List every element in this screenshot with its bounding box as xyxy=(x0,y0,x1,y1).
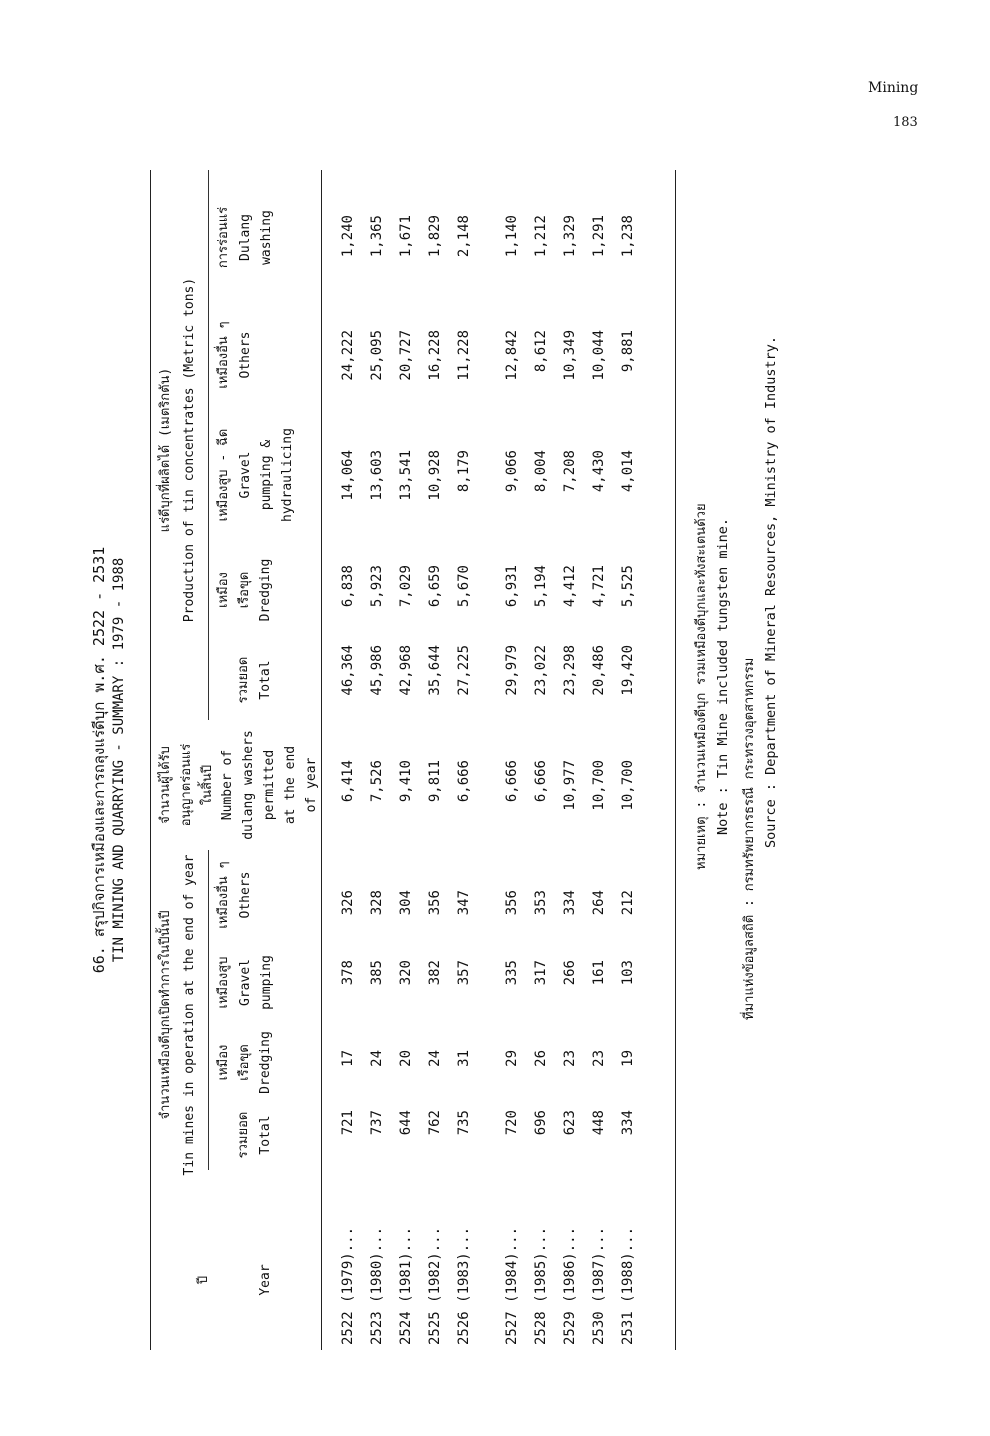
header-p-gravel-thai: เหมืองสูบ - ฉีด xyxy=(216,428,231,522)
cell-p-gravel: 7,208 xyxy=(562,450,578,493)
cell-p-others: 8,612 xyxy=(533,330,549,373)
cell-dulang: 1,291 xyxy=(591,215,607,258)
cell-others: 356 xyxy=(504,890,520,916)
header-bottom-rule xyxy=(321,170,322,1350)
header-p-total: Total xyxy=(258,660,273,700)
header-p-others-thai: เหมืองอื่น ๆ xyxy=(216,321,231,389)
cell-total: 644 xyxy=(398,1110,414,1136)
cell-p-total: 29,979 xyxy=(504,645,520,696)
cell-total: 737 xyxy=(369,1110,385,1136)
cell-others: 264 xyxy=(591,890,607,916)
header-dredging-thai: เหมือง เรือขุด xyxy=(216,1044,252,1081)
row-year: 2531 (1988)... xyxy=(620,1226,636,1345)
cell-p-total: 23,298 xyxy=(562,645,578,696)
header-p-gravel: Gravel pumping & hydraulicing xyxy=(238,428,295,522)
cell-washers: 6,414 xyxy=(340,760,356,803)
title-thai: 66. สรุปกิจการเหมืองและการถลุงแร่ดีบุก พ.ศ. 2522 - 2531 xyxy=(90,546,108,974)
cell-total: 735 xyxy=(456,1110,472,1136)
cell-others: 304 xyxy=(398,890,414,916)
cell-total: 762 xyxy=(427,1110,443,1136)
cell-p-dredging: 5,525 xyxy=(620,565,636,608)
cell-total: 623 xyxy=(562,1110,578,1136)
cell-dredging: 20 xyxy=(398,1050,414,1067)
cell-dulang: 1,829 xyxy=(427,215,443,258)
header-year: Year xyxy=(258,1264,273,1296)
cell-p-gravel: 4,430 xyxy=(591,450,607,493)
row-year: 2530 (1987)... xyxy=(591,1226,607,1345)
cell-p-others: 25,095 xyxy=(369,330,385,381)
cell-dredging: 23 xyxy=(591,1050,607,1067)
cell-total: 448 xyxy=(591,1110,607,1136)
cell-others: 326 xyxy=(340,890,356,916)
note-thai: หมายเหตุ : จำนวนเหมืองดีบุก รวมเหมืองดีบุกและทังสะเตนด้วย xyxy=(694,503,709,870)
cell-washers: 6,666 xyxy=(504,760,520,803)
production-rule xyxy=(208,170,209,720)
cell-dredging: 24 xyxy=(369,1050,385,1067)
cell-gravel: 317 xyxy=(533,960,549,986)
cell-gravel: 161 xyxy=(591,960,607,986)
header-p-others: Others xyxy=(238,331,253,379)
cell-gravel: 335 xyxy=(504,960,520,986)
cell-p-gravel: 8,179 xyxy=(456,450,472,493)
header-dulang: Dulang washing xyxy=(238,210,274,265)
cell-total: 721 xyxy=(340,1110,356,1136)
row-year: 2528 (1985)... xyxy=(533,1226,549,1345)
cell-p-dredging: 4,412 xyxy=(562,565,578,608)
cell-p-dredging: 6,931 xyxy=(504,565,520,608)
header-p-dredging-thai: เหมือง เรือขุด xyxy=(216,571,252,609)
cell-p-others: 20,727 xyxy=(398,330,414,381)
cell-dulang: 2,148 xyxy=(456,215,472,258)
cell-dredging: 26 xyxy=(533,1050,549,1067)
cell-p-dredging: 5,194 xyxy=(533,565,549,608)
cell-dredging: 31 xyxy=(456,1050,472,1067)
cell-p-others: 11,228 xyxy=(456,330,472,381)
row-year: 2522 (1979)... xyxy=(340,1226,356,1345)
cell-others: 353 xyxy=(533,890,549,916)
row-year: 2523 (1980)... xyxy=(369,1226,385,1345)
cell-gravel: 385 xyxy=(369,960,385,986)
cell-p-gravel: 10,928 xyxy=(427,450,443,501)
cell-others: 328 xyxy=(369,890,385,916)
tin-mines-rule xyxy=(208,850,209,1170)
section-label: Mining xyxy=(868,80,919,96)
row-year: 2527 (1984)... xyxy=(504,1226,520,1345)
header-others: Others xyxy=(238,871,253,919)
header-total-thai: รวมยอด xyxy=(236,1111,251,1159)
header-total: Total xyxy=(258,1115,273,1155)
cell-p-total: 46,364 xyxy=(340,645,356,696)
note-english: Note : Tin Mine included tungsten mine. xyxy=(715,518,731,835)
cell-p-total: 27,225 xyxy=(456,645,472,696)
cell-dredging: 17 xyxy=(340,1050,356,1067)
cell-dulang: 1,140 xyxy=(504,215,520,258)
cell-p-dredging: 4,721 xyxy=(591,565,607,608)
cell-gravel: 378 xyxy=(340,960,356,986)
header-dulang-thai: การร่อนแร่ xyxy=(216,206,231,269)
header-production: Production of tin concentrates (Metric tons) xyxy=(182,277,197,623)
cell-p-others: 9,881 xyxy=(620,330,636,373)
cell-p-dredging: 7,029 xyxy=(398,565,414,608)
row-year: 2529 (1986)... xyxy=(562,1226,578,1345)
cell-gravel: 382 xyxy=(427,960,443,986)
cell-dulang: 1,329 xyxy=(562,215,578,258)
cell-dulang: 1,240 xyxy=(340,215,356,258)
cell-p-gravel: 13,541 xyxy=(398,450,414,501)
table-bottom-rule xyxy=(675,170,676,1350)
cell-washers: 10,700 xyxy=(620,760,636,811)
header-dredging: Dredging xyxy=(258,1031,273,1094)
cell-washers: 9,410 xyxy=(398,760,414,803)
source-thai: ที่มาแห่งข้อมูลสถิติ : กรมทรัพยากรธรณี กระทรวงอุตสาหกรรม xyxy=(742,657,757,1020)
cell-others: 356 xyxy=(427,890,443,916)
cell-others: 347 xyxy=(456,890,472,916)
cell-p-gravel: 13,603 xyxy=(369,450,385,501)
cell-gravel: 266 xyxy=(562,960,578,986)
cell-washers: 10,977 xyxy=(562,760,578,811)
cell-p-total: 19,420 xyxy=(620,645,636,696)
header-others-thai: เหมืองอื่น ๆ xyxy=(216,861,231,929)
header-tin-mines-thai: จำนวนเหมืองดีบุกเปิดทำการในปีนั้นปี xyxy=(158,910,173,1120)
cell-washers: 7,526 xyxy=(369,760,385,803)
header-p-dredging: Dredging xyxy=(258,558,273,622)
cell-others: 334 xyxy=(562,890,578,916)
cell-p-gravel: 8,004 xyxy=(533,450,549,493)
cell-dulang: 1,671 xyxy=(398,215,414,258)
cell-p-others: 10,044 xyxy=(591,330,607,381)
header-washers-thai: จำนวนผู้ได้รับ อนุญาตร่อนแร่ ในสิ้นปี xyxy=(158,743,215,827)
cell-p-dredging: 6,838 xyxy=(340,565,356,608)
cell-dulang: 1,365 xyxy=(369,215,385,258)
cell-p-others: 10,349 xyxy=(562,330,578,381)
cell-p-dredging: 6,659 xyxy=(427,565,443,608)
cell-gravel: 320 xyxy=(398,960,414,986)
table-top-rule xyxy=(150,170,151,1350)
header-p-total-thai: รวมยอด xyxy=(236,656,251,704)
cell-dredging: 29 xyxy=(504,1050,520,1067)
cell-p-total: 20,486 xyxy=(591,645,607,696)
header-gravel: Gravel pumping xyxy=(238,955,274,1010)
cell-total: 696 xyxy=(533,1110,549,1136)
cell-washers: 10,700 xyxy=(591,760,607,811)
cell-washers: 6,666 xyxy=(456,760,472,803)
cell-dulang: 1,212 xyxy=(533,215,549,258)
rotated-table-page xyxy=(75,140,905,1380)
cell-p-dredging: 5,670 xyxy=(456,565,472,608)
cell-dredging: 19 xyxy=(620,1050,636,1067)
cell-p-gravel: 4,014 xyxy=(620,450,636,493)
cell-dredging: 24 xyxy=(427,1050,443,1067)
row-year: 2526 (1983)... xyxy=(456,1226,472,1345)
cell-p-others: 12,842 xyxy=(504,330,520,381)
header-washers: Number of dulang washers permitted at the end of year xyxy=(220,730,319,840)
header-year-thai: ปี xyxy=(196,1275,211,1285)
cell-dredging: 23 xyxy=(562,1050,578,1067)
row-year: 2525 (1982)... xyxy=(427,1226,443,1345)
header-gravel-thai: เหมืองสูบ xyxy=(216,956,231,1009)
cell-p-others: 16,228 xyxy=(427,330,443,381)
cell-p-others: 24,222 xyxy=(340,330,356,381)
cell-total: 720 xyxy=(504,1110,520,1136)
cell-p-total: 42,968 xyxy=(398,645,414,696)
title-english: TIN MINING AND QUARRYING - SUMMARY : 1979 - 1988 xyxy=(111,557,127,963)
cell-p-total: 23,022 xyxy=(533,645,549,696)
cell-p-dredging: 5,923 xyxy=(369,565,385,608)
cell-gravel: 103 xyxy=(620,960,636,986)
page-number: 183 xyxy=(893,115,918,130)
cell-p-gravel: 9,066 xyxy=(504,450,520,493)
cell-total: 334 xyxy=(620,1110,636,1136)
cell-p-total: 45,986 xyxy=(369,645,385,696)
cell-others: 212 xyxy=(620,890,636,916)
header-tin-mines: Tin mines in operation at the end of year xyxy=(182,854,197,1176)
row-year: 2524 (1981)... xyxy=(398,1226,414,1345)
cell-p-gravel: 14,064 xyxy=(340,450,356,501)
cell-washers: 9,811 xyxy=(427,760,443,803)
header-production-thai: แร่ดีบุกที่ผลิตได้ (เมตริกตัน) xyxy=(158,367,173,533)
cell-washers: 6,666 xyxy=(533,760,549,803)
cell-dulang: 1,238 xyxy=(620,215,636,258)
cell-p-total: 35,644 xyxy=(427,645,443,696)
cell-gravel: 357 xyxy=(456,960,472,986)
source-english: Source : Department of Mineral Resources, Ministry of Industry. xyxy=(763,335,779,848)
